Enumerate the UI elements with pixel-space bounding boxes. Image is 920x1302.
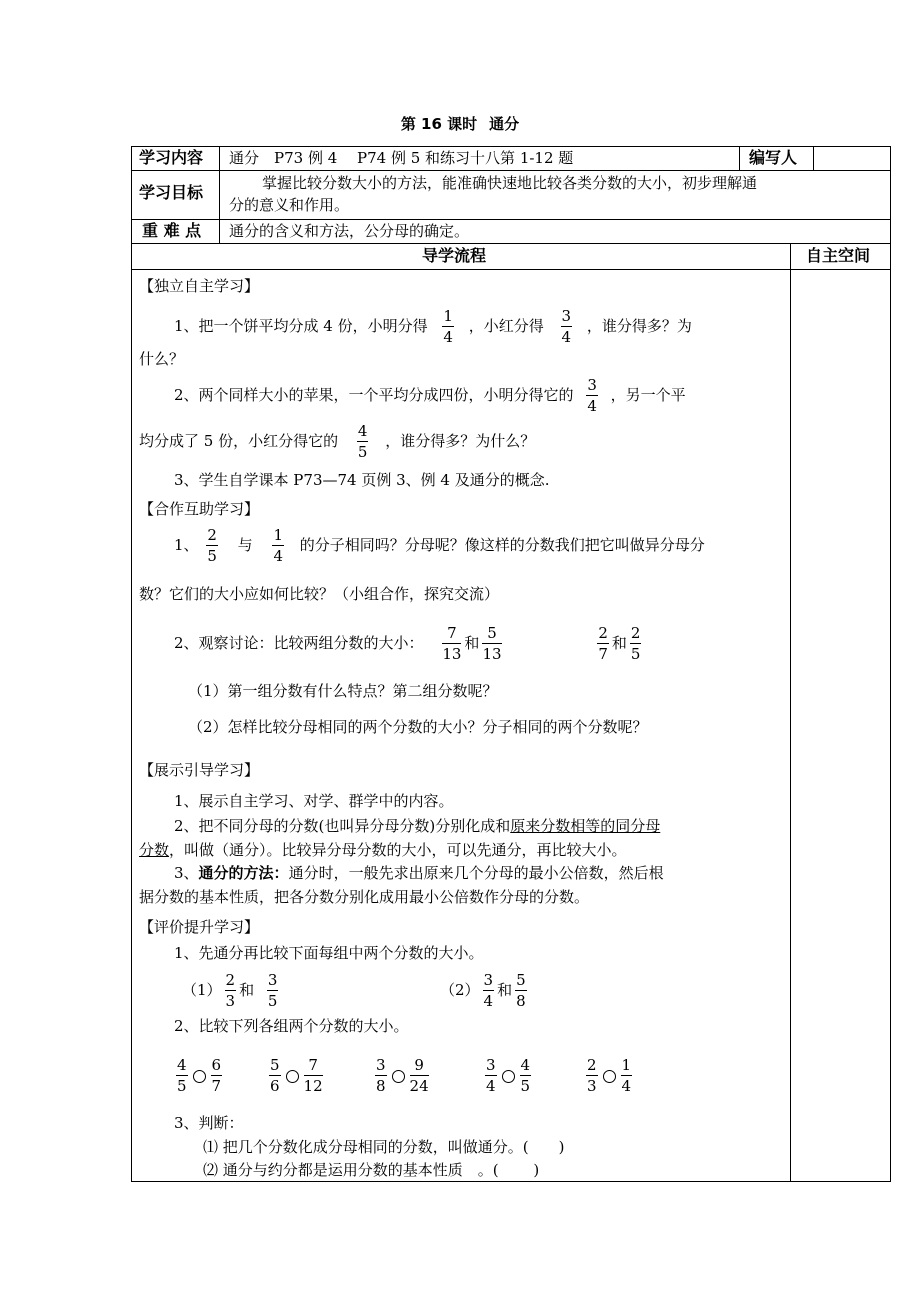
s3-point-3-cont: 据分数的基本性质，把各分数分别化成用最小公倍数作分母的分数。: [139, 888, 590, 906]
denominator: 4: [273, 547, 283, 565]
numerator: 3: [561, 307, 572, 325]
numerator: 7: [304, 1057, 323, 1076]
denominator: 5: [207, 547, 217, 565]
numerator: 2: [630, 624, 641, 642]
section-heading-evaluation: 【评价提升学习】: [139, 918, 260, 936]
text: 通分时，一般先求出原来几个分母的最小公倍数，然后根: [288, 864, 664, 882]
text: （2）: [440, 981, 480, 999]
numerator: 5: [270, 1056, 280, 1074]
numerator: 1: [621, 1056, 632, 1074]
numerator: 9: [410, 1057, 429, 1076]
text: 2、两个同样大小的苹果，一个平均分成四份，小明分得它的: [174, 386, 574, 404]
denominator: 5: [630, 645, 641, 663]
fraction: [520, 1057, 532, 1095]
section-heading-presentation: 【展示引导学习】: [139, 761, 260, 779]
s4-question-3: 3、判断：: [174, 1114, 244, 1132]
fraction: [586, 1057, 598, 1095]
s4-question-1: 1、先通分再比较下面每组中两个分数的大小。: [174, 944, 484, 962]
key-label: 重 难 点: [142, 221, 202, 240]
denominator: 4: [621, 1077, 632, 1095]
text: 2、观察讨论：比较两组分数的大小：: [174, 634, 424, 652]
numerator: 3: [376, 1056, 386, 1074]
numerator: 4: [357, 422, 368, 440]
denominator: 12: [303, 1077, 323, 1095]
compare-pair-3: [372, 1052, 432, 1098]
s1-question-1: [174, 303, 692, 349]
denominator: 5: [357, 443, 368, 461]
fraction: [272, 527, 284, 565]
space-header: 自主空间: [806, 246, 871, 265]
text: 和: [611, 634, 627, 652]
fraction: [442, 625, 461, 663]
text: 和: [464, 634, 480, 652]
compare-circle[interactable]: [392, 1070, 405, 1083]
text: 3、: [174, 864, 199, 882]
denominator: 4: [486, 1077, 496, 1095]
numerator: 3: [587, 376, 597, 394]
compare-circle[interactable]: [286, 1070, 299, 1083]
s3-point-2-cont: [139, 840, 627, 860]
s2-question-1: [174, 522, 705, 568]
numerator: 2: [587, 1056, 597, 1074]
text: 1、把一个饼平均分成 4 份，小明分得: [174, 317, 428, 335]
goal-line-2: 分的意义和作用。: [229, 196, 350, 214]
numerator: 2: [598, 624, 608, 642]
fraction: [375, 1057, 387, 1095]
denominator: 5: [520, 1077, 531, 1095]
row-divider: [132, 243, 890, 244]
numerator: 3: [483, 971, 494, 989]
s4-question-2: 2、比较下列各组两个分数的大小。: [174, 1017, 409, 1035]
text: 均分成了 5 份，小红分得它的: [139, 432, 339, 450]
fraction: [483, 972, 495, 1010]
fraction: [515, 972, 527, 1010]
compare-circle[interactable]: [603, 1070, 616, 1083]
lesson-number: 第 16 课时: [400, 115, 478, 133]
numerator: 5: [516, 971, 526, 989]
compare-pair-2: [266, 1052, 326, 1098]
s2-sub-question-1: （1）第一组分数有什么特点？第二组分数呢？: [188, 682, 498, 700]
page-title: [0, 113, 920, 134]
fraction: [561, 308, 573, 346]
section-heading-cooperative: 【合作互助学习】: [139, 500, 260, 518]
compare-pair-1: [173, 1052, 225, 1098]
denominator: 7: [598, 645, 608, 663]
row-divider: [132, 219, 890, 220]
fraction: [176, 1057, 188, 1095]
numerator: 1: [443, 307, 453, 325]
denominator: 3: [587, 1077, 597, 1095]
s1-question-1-cont: 什么？: [139, 350, 185, 368]
denominator: 6: [270, 1077, 280, 1095]
s1-question-2-cont: [139, 418, 535, 464]
text: ，另一个平: [610, 386, 686, 404]
col-divider: [813, 147, 814, 170]
numerator: 1: [273, 526, 283, 544]
numerator: 2: [225, 971, 236, 989]
fraction: [410, 1057, 429, 1095]
section-heading-independent: 【独立自主学习】: [139, 277, 260, 295]
content-label: 学习内容: [139, 148, 204, 167]
denominator: 3: [225, 992, 236, 1010]
fraction: [304, 1057, 323, 1095]
fraction: [621, 1057, 633, 1095]
col-divider: [790, 243, 791, 1181]
judge-item-2: ⑵ 通分与约分都是运用分数的基本性质 。( ): [203, 1161, 540, 1179]
underlined-text: 原来分数相等的同分母: [510, 817, 661, 835]
text: 与: [237, 536, 253, 554]
s3-point-2: [174, 816, 660, 836]
compare-pair-5: [583, 1052, 635, 1098]
denominator: 13: [442, 645, 462, 663]
fraction: [586, 377, 598, 415]
denominator: 8: [376, 1077, 386, 1095]
s4-pair-1: [182, 967, 281, 1013]
text: ，谁分得多？为: [586, 317, 692, 335]
numerator: 3: [486, 1056, 496, 1074]
denominator: 4: [587, 397, 597, 415]
judge-item-1: ⑴ 把几个分数化成分母相同的分数，叫做通分。( ): [203, 1138, 565, 1156]
fraction: [482, 625, 501, 663]
row-divider: [132, 269, 890, 270]
text: 1、: [174, 536, 199, 554]
col-divider: [739, 147, 740, 170]
s2-sub-question-2: （2）怎样比较分母相同的两个分数的大小？分子相同的两个分数呢？: [188, 718, 648, 736]
author-label: 编写人: [749, 148, 798, 167]
denominator: 4: [443, 328, 453, 346]
text: 和: [497, 981, 513, 999]
text: ，小红分得: [468, 317, 544, 335]
s4-pair-2: [440, 967, 530, 1013]
goal-line-1: 掌握比较分数大小的方法，能准确快速地比较各类分数的大小，初步理解通: [262, 174, 758, 192]
fraction: [206, 527, 218, 565]
text: ，叫做（通分）。比较异分母分数的大小，可以先通分，再比较大小。: [169, 841, 627, 859]
s3-point-3: [174, 863, 664, 883]
key-value: 通分的含义和方法，公分母的确定。: [229, 222, 470, 240]
numerator: 2: [207, 526, 217, 544]
col-divider: [219, 147, 220, 243]
denominator: 5: [177, 1077, 187, 1095]
text: 2、把不同分母的分数(也叫异分母分数)分别化成和: [174, 817, 511, 835]
fraction: [597, 625, 609, 663]
fraction: [211, 1057, 223, 1095]
denominator: 7: [211, 1077, 222, 1095]
denominator: 13: [482, 645, 502, 663]
denominator: 4: [483, 992, 494, 1010]
row-divider: [132, 170, 890, 171]
fraction: [269, 1057, 281, 1095]
s2-question-1-cont: 数？它们的大小应如何比较？（小组合作，探究交流）: [139, 585, 500, 603]
s1-question-3: 3、学生自学课本 P73—74 页例 3、例 4 及通分的概念.: [174, 471, 550, 489]
text: ，谁分得多？为什么？: [385, 432, 536, 450]
denominator: 24: [409, 1077, 429, 1095]
fraction: [630, 625, 642, 663]
content-value: 通分 P73 例 4 P74 例 5 和练习十八第 1-12 题: [229, 149, 574, 167]
text: （1）: [182, 981, 222, 999]
goal-label: 学习目标: [139, 183, 204, 202]
s1-question-2: [174, 372, 686, 418]
denominator: 4: [561, 328, 572, 346]
numerator: 3: [267, 971, 278, 989]
denominator: 5: [267, 992, 278, 1010]
fraction: [485, 1057, 497, 1095]
text: 的分子相同吗？分母呢？像这样的分数我们把它叫做异分母分: [299, 536, 705, 554]
numerator: 6: [211, 1056, 222, 1074]
bold-text: 通分的方法：: [198, 864, 289, 882]
text: 和: [239, 981, 255, 999]
denominator: 8: [516, 992, 526, 1010]
underlined-text: 分数: [139, 841, 170, 859]
fraction: [225, 972, 237, 1010]
lesson-topic: 通分: [489, 115, 520, 133]
s3-point-1: 1、展示自主学习、对学、群学中的内容。: [174, 792, 454, 810]
numerator: 4: [177, 1056, 187, 1074]
fraction: [442, 308, 454, 346]
s2-question-2: [174, 620, 644, 666]
fraction: [267, 972, 279, 1010]
fraction: [357, 423, 369, 461]
compare-pair-4: [482, 1052, 534, 1098]
numerator: 5: [482, 625, 501, 644]
compare-circle[interactable]: [193, 1070, 206, 1083]
flow-header: 导学流程: [422, 246, 487, 265]
compare-circle[interactable]: [502, 1070, 515, 1083]
numerator: 7: [442, 625, 461, 644]
numerator: 4: [520, 1056, 531, 1074]
